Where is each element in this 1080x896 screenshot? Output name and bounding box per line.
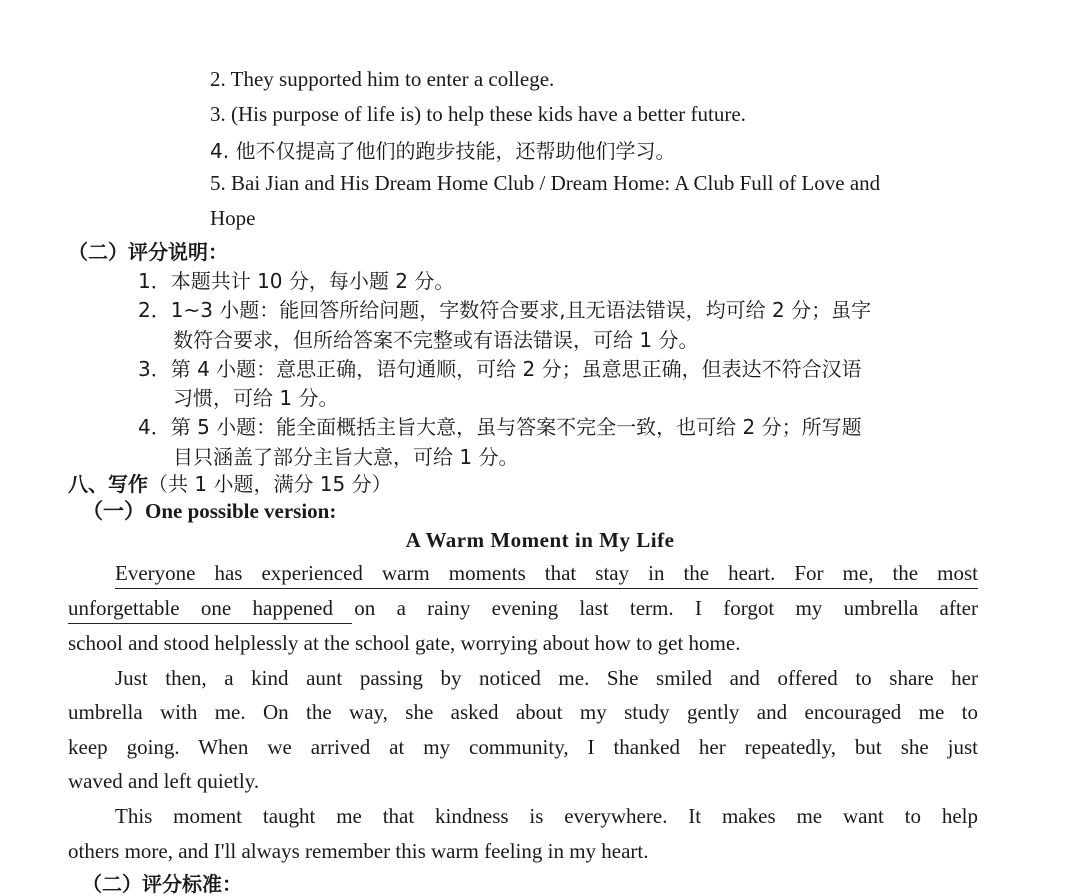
answer-5-line2: Hope	[210, 206, 256, 230]
scoring-note-2-line2: 数符合要求，但所给答案不完整或有语法错误，可给 1 分。	[173, 328, 699, 352]
scoring-note-3-line2: 习惯，可给 1 分。	[173, 386, 339, 410]
answer-4: 4. 他不仅提高了他们的跑步技能，还帮助他们学习。	[210, 139, 676, 163]
scoring-note-4-line1: 4．第 5 小题：能全面概括主旨大意，虽与答案不完全一致，也可给 2 分；所写题	[138, 415, 862, 439]
essay-p2-line1: Just then, a kind aunt passing by noticed me. She smiled and offered to share her	[115, 666, 978, 690]
writing-section-note: （共 1 小题，满分 15 分）	[148, 472, 392, 496]
underline-1	[115, 588, 978, 589]
scoring-notes-heading: （二）评分说明：	[68, 240, 228, 264]
underline-2	[68, 623, 352, 624]
essay-p3-line2: others more, and I'll always remember this warm feeling in my heart.	[68, 839, 649, 863]
answer-5-line1: 5. Bai Jian and His Dream Home Club / Dream Home: A Club Full of Love and	[210, 171, 881, 195]
version-label-text: （一）One possible version:	[82, 499, 337, 523]
writing-section-header	[68, 474, 392, 495]
scoring-note-4-line2: 目只涵盖了部分主旨大意，可给 1 分。	[173, 445, 519, 469]
essay-p2-line2: umbrella with me. On the way, she asked about my study gently and encouraged me to	[68, 700, 978, 724]
scoring-note-3-line1: 3．第 4 小题：意思正确，语句通顺，可给 2 分；虽意思正确，但表达不符合汉语	[138, 357, 862, 381]
answer-2: 2. They supported him to enter a college.	[210, 67, 555, 91]
scoring-note-1: 1．本题共计 10 分，每小题 2 分。	[138, 269, 455, 293]
essay-title: A Warm Moment in My Life	[405, 528, 675, 552]
essay-p2-line3: keep going. When we arrived at my community, I thanked her repeatedly, but she just	[68, 735, 978, 759]
writing-section-heading: 八、写作	[68, 472, 148, 496]
essay-p2-line4: waved and left quietly.	[68, 769, 260, 793]
essay-p1-line2: unforgettable one happened on a rainy evening last term. I forgot my umbrella after	[68, 596, 978, 620]
version-label	[82, 501, 336, 522]
scoring-standards-heading: （二）评分标准：	[82, 872, 242, 896]
essay-p3-line1: This moment taught me that kindness is everywhere. It makes me want to help	[115, 804, 978, 828]
essay-p1-line1: Everyone has experienced warm moments that stay in the heart. For me, the most	[115, 561, 978, 585]
scoring-note-2-line1: 2．1~3 小题：能回答所给问题，字数符合要求,且无语法错误，均可给 2 分；虽字	[138, 298, 872, 322]
essay-p1-line3: school and stood helplessly at the school gate, worrying about how to get home.	[68, 631, 741, 655]
answer-3: 3. (His purpose of life is) to help these kids have a better future.	[210, 102, 746, 126]
